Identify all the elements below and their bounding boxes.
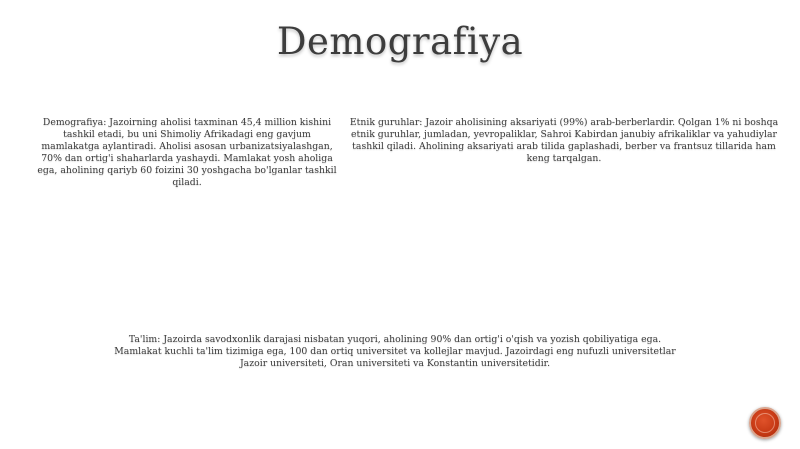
slide-title: Demografiya [276, 20, 524, 63]
circle-next-icon [755, 413, 775, 433]
education-text: Ta'lim: Jazoirda savodxonlik darajasi nisbatan yuqori, aholining 90% dan ortig'i o'qish va yozish qobiliyatiga ega. Mamlakat kuchli ta'lim tizimiga ega, 100 dan ortiq universitet va kollejlar mavjud. Jazoirdagi eng nufuzli universitetlar Jazoir universiteti, Oran universiteti va Konstantin universitetidir. [114, 334, 676, 369]
ethnic-groups-text: Etnik guruhlar: Jazoir aholisining aksariyati (99%) arab-berberlardir. Qolgan 1% ni boshqa etnik guruhlar, jumladan, yevropaliklar, Sahroi Kabirdan janubiy afrikaliklar va yahudiylar tashkil qiladi. Aholining aksariyati arab tilida gaplashadi, berber va frantsuz tillarida ham keng tarqalgan. [349, 117, 779, 164]
demography-text: Demografiya: Jazoirning aholisi taxminan 45,4 million kishini tashkil etadi, bu uni Shimoliy Afrikadagi eng gavjum mamlakatga aylantiradi. Aholisi asosan urbanizatsiyalashgan, 70% dan ortig'i shaharlarda yashaydi. Mamlakat yosh aholiga ega, aholining qariyb 60 foizini 30 yoshgacha bo'lganlar tashkil qiladi. [37, 117, 337, 188]
next-slide-button[interactable] [749, 407, 781, 439]
